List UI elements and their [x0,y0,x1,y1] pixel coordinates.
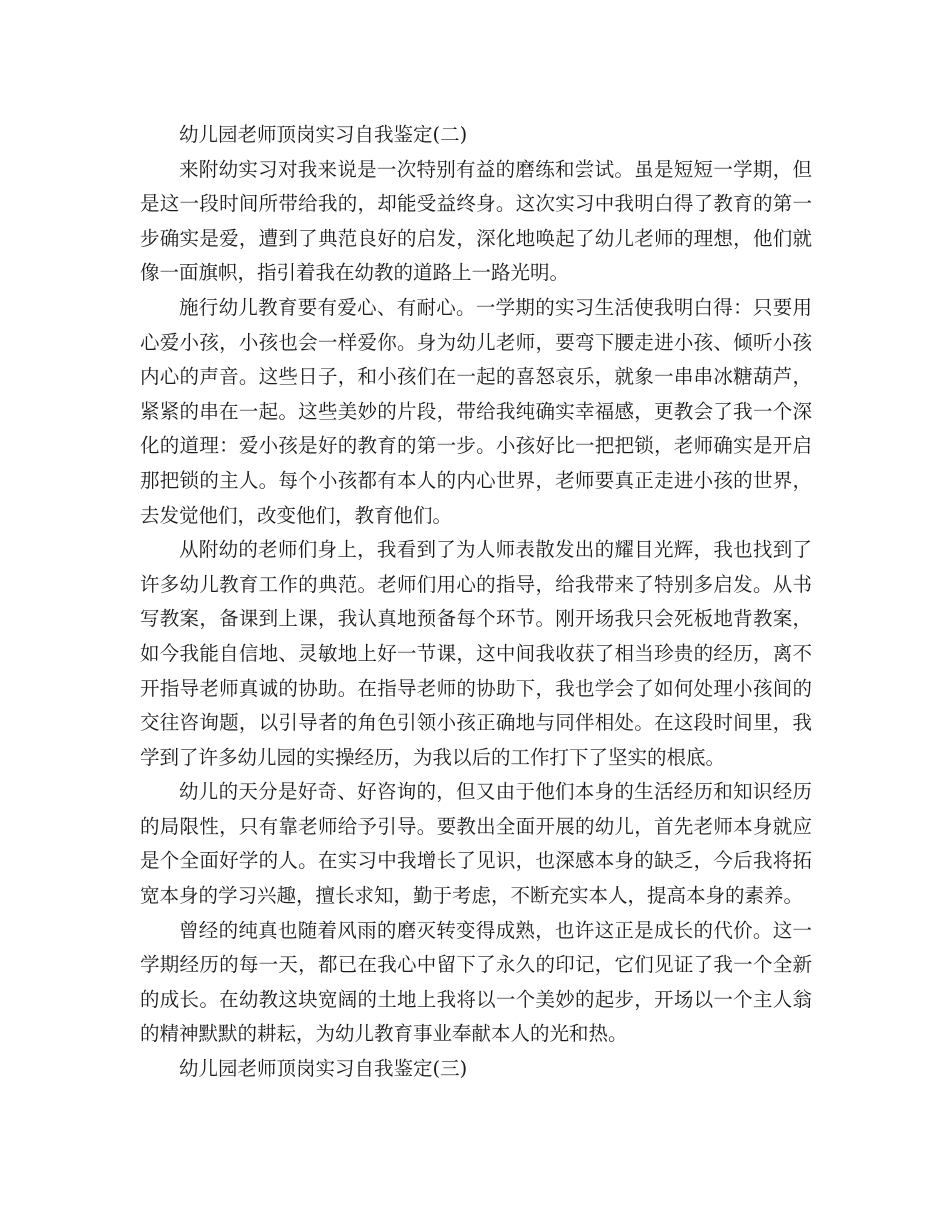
paragraph-3: 从附幼的老师们身上，我看到了为人师表散发出的耀目光辉，我也找到了许多幼儿教育工作的典范。老师们用心的指导，给我带来了特别多启发。从书写教案，备课到上课，我认真地预备每个环节。刚开场我只会死板地背教案，如今我能自信地、灵敏地上好一节课，这中间我收获了相当珍贵的经历，离不开指导老师真诚的协助。在指导老师的协助下，我也学会了如何处理小孩间的交往咨询题，以引导者的角色引领小孩正确地与同伴相处。在这段时间里，我学到了许多幼儿园的实操经历，为我以后的工作打下了坚实的根底。 [140,538,812,769]
section-heading-2: 幼儿园老师顶岗实习自我鉴定(二) [179,123,468,146]
section-heading-3: 幼儿园老师顶岗实习自我鉴定(三) [179,1057,468,1081]
document-body [140,118,812,1087]
paragraph-1: 来附幼实习对我来说是一次特别有益的磨练和尝试。虽是短短一学期，但是这一段时间所带给我的，却能受益终身。这次实习中我明白得了教育的第一步确实是爱，遭到了典范良好的启发，深化地唤起了幼儿老师的理想，他们就像一面旗帜，指引着我在幼教的道路上一路光明。 [140,157,812,285]
paragraph-4: 幼儿的天分是好奇、好咨询的，但又由于他们本身的生活经历和知识经历的局限性，只有靠老师给予引导。要教出全面开展的幼儿，首先老师本身就应是个全面好学的人。在实习中我增长了见识，也深感本身的缺乏，今后我将拓宽本身的学习兴趣，擅长求知，勤于考虑，不断充实本人，提高本身的素养。 [140,780,812,908]
paragraph-2: 施行幼儿教育要有爱心、有耐心。一学期的实习生活使我明白得：只要用心爱小孩，小孩也会一样爱你。身为幼儿老师，要弯下腰走进小孩、倾听小孩内心的声音。这些日子，和小孩们在一起的喜怒哀乐，就象一串串冰糖葫芦，紧紧的串在一起。这些美妙的片段，带给我纯确实幸福感，更教会了我一个深化的道理：爱小孩是好的教育的第一步。小孩好比一把把锁，老师确实是开启那把锁的主人。每个小孩都有本人的内心世界，老师要真正走进小孩的世界，去发觉他们，改变他们，教育他们。 [140,295,812,527]
paragraph-5: 曾经的纯真也随着风雨的磨灭转变得成熟，也许这正是成长的代价。这一学期经历的每一天，都已在我心中留下了永久的印记，它们见证了我一个全新的成长。在幼教这块宽阔的土地上我将以一个美妙的起步，开场以一个主人翁的精神默默的耕耘，为幼儿教育事业奉献本人的光和热。 [140,918,812,1046]
